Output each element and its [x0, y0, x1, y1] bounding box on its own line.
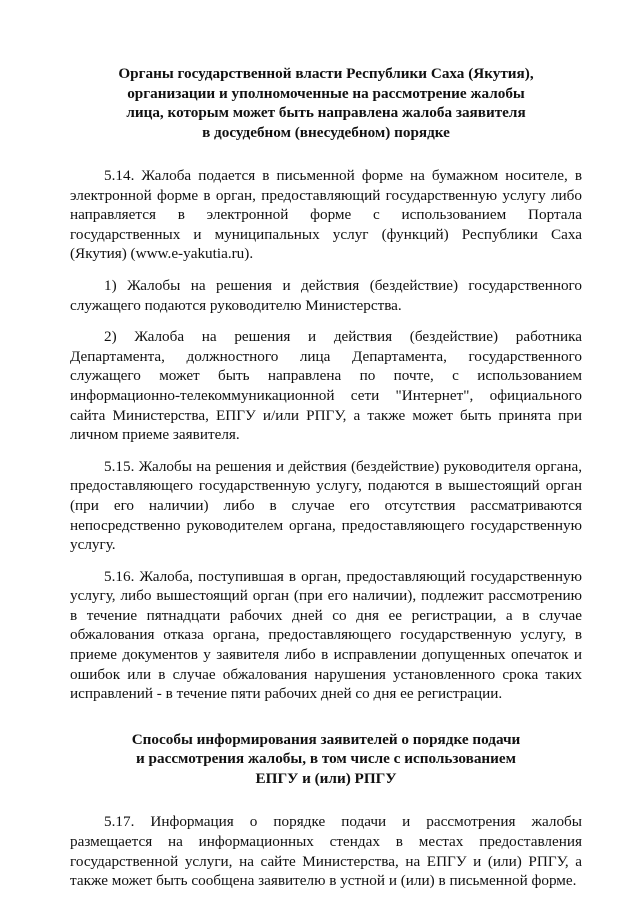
heading-line: Способы информирования заявителей о порядке подачи [131, 730, 521, 748]
paragraph-item-1: 1) Жалобы на решения и действия (бездействие) государственного служащего подаются руководителю Министерства. [70, 276, 582, 314]
paragraph-item-2: 2) Жалоба на решения и действия (бездействие) работника Департамента, должностного лица Департамента, государственного служащего может быть направлена по почте, с использованием информационно-телекоммуникационной сети "Интернет", официального сайта Министерства, ЕПГУ и/или РПГУ, а также может быть принята при личном приеме заявителя. [70, 328, 582, 444]
heading-line: и рассмотрения жалобы, в том числе с использованием [135, 750, 516, 768]
section-heading-informing-methods [70, 730, 582, 789]
paragraph-5-16: 5.16. Жалоба, поступившая в орган, предоставляющий государственную услугу, либо вышестоящий орган (при его наличии), подлежит рассмотрению в течение пятнадцати рабочих дней со дня ее регистрации, а в случае обжалования отказа органа, предоставляющего государственную услугу, в приеме документов у заявителя либо в исправлении допущенных опечаток и ошибок или в случае обжалования нарушения установленного срока таких исправлений - в течение пяти рабочих дней со дня ее регистрации. [70, 567, 582, 703]
paragraph-5-14: 5.14. Жалоба подается в письменной форме на бумажном носителе, в электронной форме в орган, предоставляющий государственную услугу либо направляется в электронной форме с использованием Портала государственных и муниципальных услуг (функций) Республики Саха (Якутия) (www.e-yakutia.ru). [70, 167, 582, 263]
paragraph-5-17: 5.17. Информация о порядке подачи и рассмотрения жалобы размещается на информационных стендах в местах предоставления государственной услуги, на сайте Министерства, на ЕПГУ и (или) РПГУ, а также может быть сообщена заявителю в устной и (или) в письменной форме. [70, 813, 582, 890]
section-heading-complaint-bodies [70, 64, 582, 142]
heading-line: ЕПГУ и (или) РПГУ [255, 769, 397, 787]
heading-line: в досудебном (внесудебном) порядке [202, 123, 450, 141]
heading-line: организации и уполномоченные на рассмотрение жалобы [127, 84, 525, 102]
heading-line: Органы государственной власти Республики Саха (Якутия), [118, 65, 534, 82]
heading-line: лица, которым может быть направлена жалоба заявителя [126, 104, 526, 121]
paragraph-5-15: 5.15. Жалобы на решения и действия (бездействие) руководителя органа, предоставляющего государственную услугу, подаются в вышестоящий орган (при его наличии) либо в случае его отсутствия рассматриваются непосредственно руководителем органа, предоставляющего государственную услугу. [70, 457, 582, 554]
document-page [70, 64, 582, 903]
